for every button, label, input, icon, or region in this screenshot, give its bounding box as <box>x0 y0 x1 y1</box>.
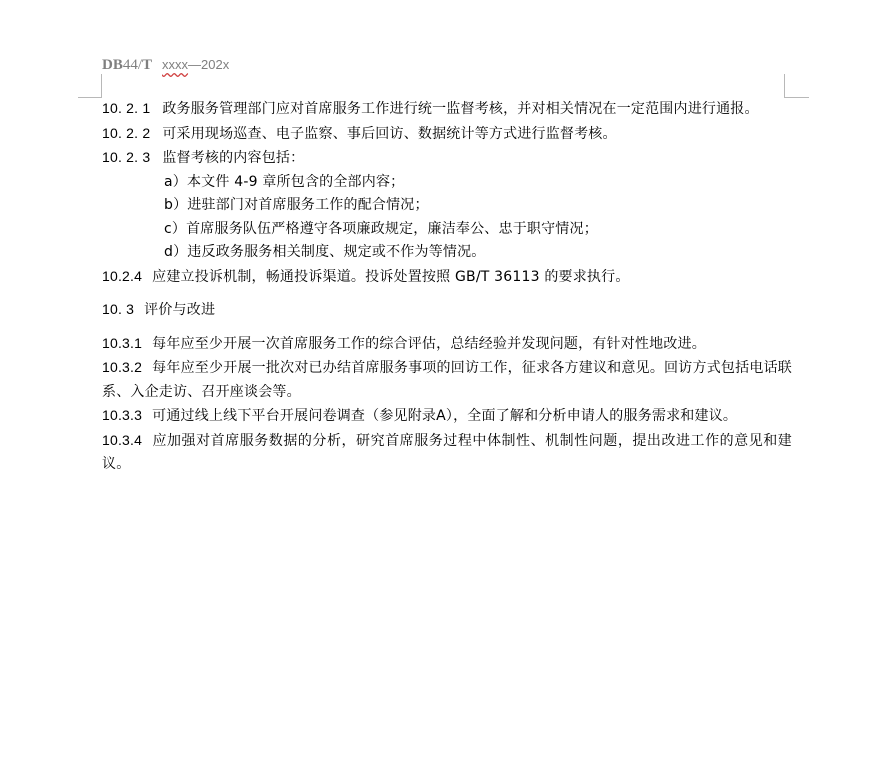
standard-code-number: 44/ <box>122 57 143 73</box>
clause-number: 10.2.4 <box>102 267 143 284</box>
list-marker: c） <box>164 220 187 237</box>
standard-code-prefix: DB <box>102 57 123 73</box>
clause-text: 应建立投诉机制，畅通投诉渠道。投诉处置按照 GB/T 36113 的要求执行。 <box>152 268 630 285</box>
crop-mark-left-horizontal <box>78 97 102 98</box>
list-item-d <box>102 241 792 265</box>
crop-mark-left-vertical <box>101 74 102 98</box>
clause-text: 应加强对首席服务数据的分析，研究首席服务过程中体制性、机制性问题，提出改进工作的意见和建议。 <box>102 432 792 472</box>
clause-text: 可采用现场巡查、电子监察、事后回访、数据统计等方式进行监督考核。 <box>162 125 617 142</box>
standard-code-placeholder: xxxx <box>162 57 189 72</box>
clause-10-2-1 <box>102 97 792 122</box>
list-item-text: 进驻部门对首席服务工作的配合情况； <box>187 197 429 213</box>
list-marker: b） <box>164 197 188 213</box>
list-item-b <box>102 194 792 218</box>
list-marker: a） <box>164 173 187 190</box>
page-header <box>102 55 229 75</box>
clause-text: 每年应至少开展一批次对已办结首席服务事项的回访工作，征求各方建议和意见。回访方式包括电话联系、入企走访、召开座谈会等。 <box>102 360 792 400</box>
clause-text: 监督考核的内容包括： <box>162 150 305 166</box>
clause-number: 10.3.4 <box>102 431 143 448</box>
clause-text: 可通过线上线下平台开展问卷调查（参见附录A），全面了解和分析申请人的服务需求和建议。 <box>152 408 738 424</box>
clause-number: 10.3.3 <box>102 407 143 423</box>
clause-10-2-2 <box>102 122 792 147</box>
list-item-a <box>102 171 792 195</box>
document-body[interactable] <box>102 97 792 477</box>
clause-text: 政务服务管理部门应对首席服务工作进行统一监督考核，并对相关情况在一定范围内进行通报。 <box>162 101 759 117</box>
crop-mark-right-vertical <box>784 74 785 98</box>
list-item-text: 本文件 4-9 章所包含的全部内容； <box>186 173 405 190</box>
clause-10-3-1 <box>102 332 792 357</box>
section-10-3-heading <box>102 298 792 323</box>
clause-text: 每年应至少开展一次首席服务工作的综合评估，总结经验并发现问题，有针对性地改进。 <box>152 335 706 352</box>
clause-10-3-3 <box>102 404 792 429</box>
list-item-text: 首席服务队伍严格遵守各项廉政规定，廉洁奉公、忠于职守情况； <box>186 220 598 237</box>
standard-code-dash: — <box>188 57 202 72</box>
section-number: 10. 3 <box>102 301 135 317</box>
list-item-text: 违反政务服务相关制度、规定或不作为等情况。 <box>187 244 486 260</box>
clause-10-3-2 <box>102 356 792 404</box>
clause-number: 10.3.2 <box>102 359 143 375</box>
clause-number: 10. 2. 1 <box>102 100 151 116</box>
clause-number: 10.3.1 <box>102 334 143 351</box>
list-marker: d） <box>164 244 188 260</box>
section-title: 评价与改进 <box>144 302 216 318</box>
clause-10-2-3 <box>102 146 792 171</box>
clause-10-2-4 <box>102 265 792 290</box>
clause-number: 10. 2. 2 <box>102 124 151 141</box>
standard-code-year: 202x <box>201 57 230 72</box>
clause-10-3-4 <box>102 429 792 477</box>
clause-number: 10. 2. 3 <box>102 149 151 165</box>
standard-code-type: T <box>142 57 153 73</box>
list-item-c <box>102 218 792 242</box>
